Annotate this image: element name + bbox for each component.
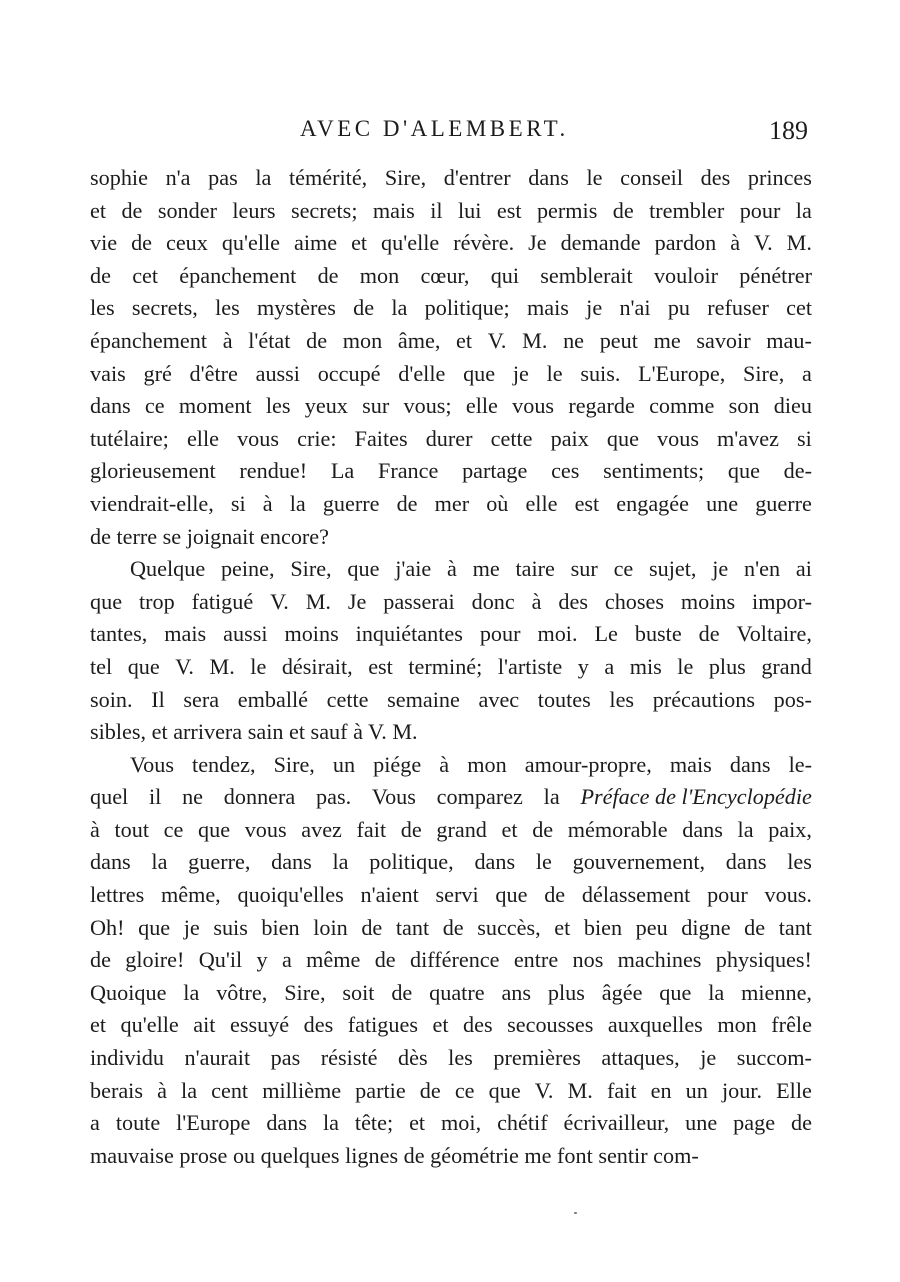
body-text <box>90 162 812 1172</box>
text-line: lettres même, quoiqu'elles n'aient servi que de délassement pour vous. <box>90 882 812 908</box>
text-line: a toute l'Europe dans la tête; et moi, chétif écrivailleur, une page de <box>90 1110 812 1136</box>
text-line: de terre se joignait encore? <box>90 523 330 549</box>
text-line: les secrets, les mystères de la politique; mais je n'ai pu refuser cet <box>90 295 812 321</box>
text-line: viendrait-elle, si à la guerre de mer où elle est engagée une guerre <box>90 490 812 516</box>
text-line: vie de ceux qu'elle aime et qu'elle révère. Je demande pardon à V. M. <box>90 230 812 256</box>
text-line: Vous tendez, Sire, un piége à mon amour-propre, mais dans le- <box>130 751 812 777</box>
paragraph <box>90 162 812 553</box>
text-line: soin. Il sera emballé cette semaine avec toutes les précautions pos- <box>90 686 812 712</box>
running-head <box>0 116 900 150</box>
text-line: tutélaire; elle vous crie: Faites durer cette paix que vous m'avez si <box>90 425 812 451</box>
text-line: de cet épanchement de mon cœur, qui semblerait vouloir pénétrer <box>90 262 812 288</box>
text-line: Oh! que je suis bien loin de tant de succès, et bien peu digne de tant <box>90 914 812 940</box>
text-line: tantes, mais aussi moins inquiétantes pour moi. Le buste de Voltaire, <box>90 621 812 647</box>
page-number: 189 <box>769 116 808 145</box>
print-speck <box>574 1212 577 1214</box>
text-line: glorieusement rendue! La France partage ces sentiments; que de- <box>90 458 812 484</box>
paragraph <box>90 749 812 1173</box>
text-line: sophie n'a pas la témérité, Sire, d'entrer dans le conseil des princes <box>90 165 812 190</box>
text-line: sibles, et arrivera sain et sauf à V. M. <box>90 719 418 745</box>
text-line: dans la guerre, dans la politique, dans le gouvernement, dans les <box>90 849 812 875</box>
text-line: berais à la cent millième partie de ce que V. M. fait en un jour. Elle <box>90 1077 812 1103</box>
text-line: quel il ne donnera pas. Vous comparez la Préface de l'Encyclopédie <box>90 781 812 814</box>
text-line: épanchement à l'état de mon âme, et V. M. ne peut me savoir mau- <box>90 327 812 353</box>
text-line: individu n'aurait pas résisté dès les premières attaques, je succom- <box>90 1045 812 1071</box>
running-title: AVEC D'ALEMBERT. <box>300 116 569 141</box>
text-line: tel que V. M. le désirait, est terminé; l'artiste y a mis le plus grand <box>90 653 812 679</box>
text-line: Quelque peine, Sire, que j'aie à me taire sur ce sujet, je n'en ai <box>130 556 812 582</box>
text-line: de gloire! Qu'il y a même de différence entre nos machines physiques! <box>90 947 812 973</box>
text-line: mauvaise prose ou quelques lignes de géométrie me font sentir com- <box>90 1142 699 1168</box>
text-line: et qu'elle ait essuyé des fatigues et des secousses auxquelles mon frêle <box>90 1012 812 1038</box>
paragraph <box>90 553 812 749</box>
text-line: à tout ce que vous avez fait de grand et de mémorable dans la paix, <box>90 816 812 842</box>
paragraphs <box>90 162 812 1172</box>
text-line: et de sonder leurs secrets; mais il lui est permis de trembler pour la <box>90 197 812 223</box>
text-line: vais gré d'être aussi occupé d'elle que je le suis. L'Europe, Sire, a <box>90 360 812 386</box>
italic-title: Préface de l'Encyclopédie <box>580 784 812 810</box>
text-line: dans ce moment les yeux sur vous; elle vous regarde comme son dieu <box>90 393 812 419</box>
text-line: Quoique la vôtre, Sire, soit de quatre ans plus âgée que la mienne, <box>90 979 812 1005</box>
text-line: que trop fatigué V. M. Je passerai donc à des choses moins impor- <box>90 588 812 614</box>
